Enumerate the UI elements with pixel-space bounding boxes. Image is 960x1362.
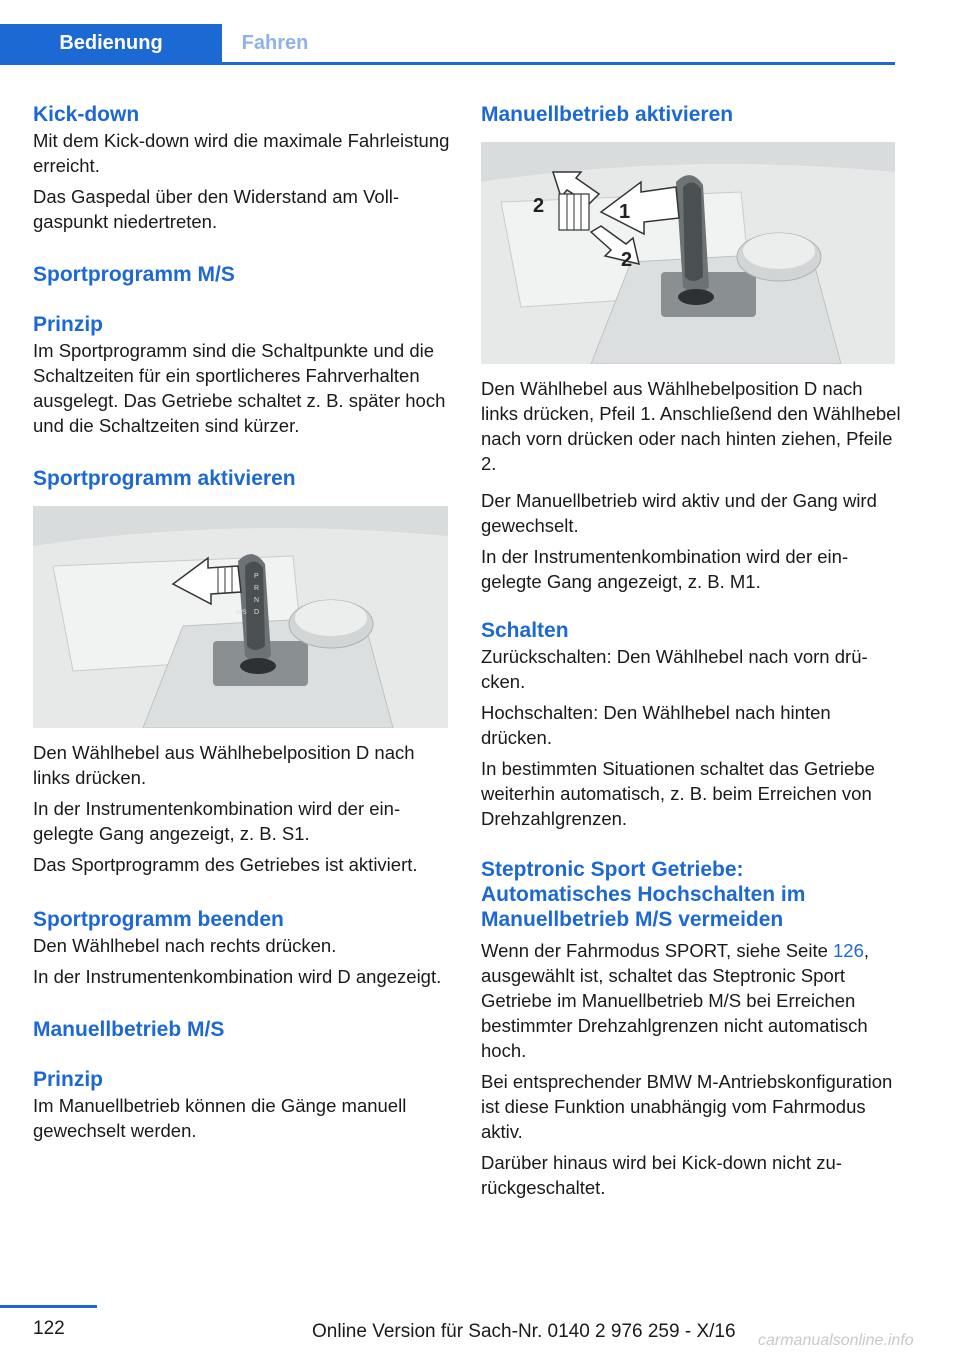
page-number: 122 bbox=[33, 1318, 65, 1339]
left-column bbox=[33, 102, 450, 1143]
sport-aktivieren-text-1: Den Wählhebel aus Wählhebelposition D nach links drücken. bbox=[33, 742, 415, 788]
sport-prinzip-text: Im Sportprogramm sind die Schaltpunkte und die Schaltzeiten für ein sportlicheres Fahrverhalten ausgelegt. Das Getriebe schaltet z. B. später hoch und die Schaltzeiten sind kürzer. bbox=[33, 340, 446, 436]
steptronic-text-1 bbox=[481, 938, 901, 1063]
lever-mark-r: R bbox=[254, 585, 260, 592]
manual-prinzip-text: Im Manuellbetrieb können die Gänge manuell gewechselt werden. bbox=[33, 1095, 407, 1141]
manuell-aktivieren-text-2: Der Manuellbetrieb wird aktiv und der Gang wird gewechselt. bbox=[481, 490, 877, 536]
sport-beenden-text-2: In der Instrumentenkombination wird D angezeigt. bbox=[33, 966, 442, 987]
schalten-text-3: In bestimmten Situationen schaltet das Getriebe weiterhin automatisch, z. B. beim Erreichen von Drehzahlgrenzen. bbox=[481, 758, 875, 829]
heading-sport-aktivieren: Sportprogramm aktivieren bbox=[33, 467, 296, 490]
heading-steptronic: Steptronic Sport Getriebe: Automatisches Hochschalten im Manuellbetrieb M/S vermeiden bbox=[481, 858, 806, 931]
arrow-label-1: 1 bbox=[619, 201, 631, 223]
tab-bedienung[interactable]: Bedienung bbox=[0, 24, 222, 62]
sport-aktivieren-text-3: Das Sportprogramm des Getriebes ist aktiviert. bbox=[33, 854, 418, 875]
tab-fahren[interactable]: Fahren bbox=[241, 32, 309, 54]
heading-manuellbetrieb: Manuellbetrieb M/S bbox=[33, 1018, 225, 1041]
kickdown-text-2: Das Gaspedal über den Widerstand am Vollgaspunkt niedertreten. bbox=[33, 186, 400, 232]
watermark: carmanualsonline.info bbox=[758, 1332, 914, 1349]
kickdown-text-1: Mit dem Kick-down wird die maximale Fahrleistung erreicht. bbox=[33, 130, 450, 176]
footer-accent-line bbox=[0, 1305, 97, 1308]
manual-mode-illustration bbox=[481, 142, 895, 364]
figure-selector-lever-left bbox=[33, 506, 448, 728]
header-tabbar bbox=[0, 24, 895, 65]
arrow-label-2a: 2 bbox=[533, 195, 545, 217]
steptronic-text-2: Bei entsprechender BMW M-Antriebskonfiguration ist diese Funktion unabhängig vom Fahrmodus aktiv. bbox=[481, 1071, 893, 1142]
right-column bbox=[481, 102, 901, 1200]
heading-manual-prinzip: Prinzip bbox=[33, 1068, 104, 1091]
schalten-text-2: Hochschalten: Den Wählhebel nach hinten drücken. bbox=[481, 702, 831, 748]
manuell-aktivieren-text-1: Den Wählhebel aus Wählhebelposition D nach links drücken, Pfeil 1. Anschließend den Wählhebel nach vorn drücken oder nach hinten ziehen, Pfeile 2. bbox=[481, 378, 901, 474]
steptronic-text-3: Darüber hinaus wird bei Kick-down nicht zurückgeschaltet. bbox=[481, 1152, 842, 1198]
arrow-label-2b: 2 bbox=[621, 249, 633, 271]
page-link-126[interactable]: 126 bbox=[833, 940, 864, 961]
lever-mark-d: D bbox=[254, 609, 260, 616]
sport-aktivieren-text-2: In der Instrumentenkombination wird der eingelegte Gang angezeigt, z. B. S1. bbox=[33, 798, 401, 844]
schalten-text-1: Zurückschalten: Den Wählhebel nach vorn drücken. bbox=[481, 646, 868, 692]
steptronic-text-1b: , ausgewählt ist, schaltet das Steptronic Sport Getriebe im Manuellbetrieb M/S bei Erreichen bestimmter Drehzahlgrenzen nicht automatisch hoch. bbox=[481, 940, 870, 1061]
steptronic-text-1a: Wenn der Fahrmodus SPORT, siehe Seite bbox=[481, 940, 834, 961]
lever-mark-n: N bbox=[254, 597, 260, 604]
online-version-text: Online Version für Sach-Nr. 0140 2 976 259 - X/16 bbox=[312, 1321, 736, 1342]
heading-manuell-aktivieren: Manuellbetrieb aktivieren bbox=[481, 103, 734, 126]
figure-selector-lever-right bbox=[481, 142, 895, 364]
heading-sportprogramm: Sportprogramm M/S bbox=[33, 263, 235, 286]
gear-selector-illustration bbox=[33, 506, 448, 728]
manuell-aktivieren-text-3: In der Instrumentenkombination wird der eingelegte Gang angezeigt, z. B. M1. bbox=[481, 546, 849, 592]
lever-mark-p: P bbox=[254, 573, 259, 580]
heading-schalten: Schalten bbox=[481, 619, 569, 642]
lever-mark-ms: M/S bbox=[236, 610, 247, 616]
heading-sport-beenden: Sportprogramm beenden bbox=[33, 908, 284, 931]
sport-beenden-text-1: Den Wählhebel nach rechts drücken. bbox=[33, 935, 337, 956]
heading-sport-prinzip: Prinzip bbox=[33, 313, 104, 336]
heading-kickdown: Kick-down bbox=[33, 103, 140, 126]
